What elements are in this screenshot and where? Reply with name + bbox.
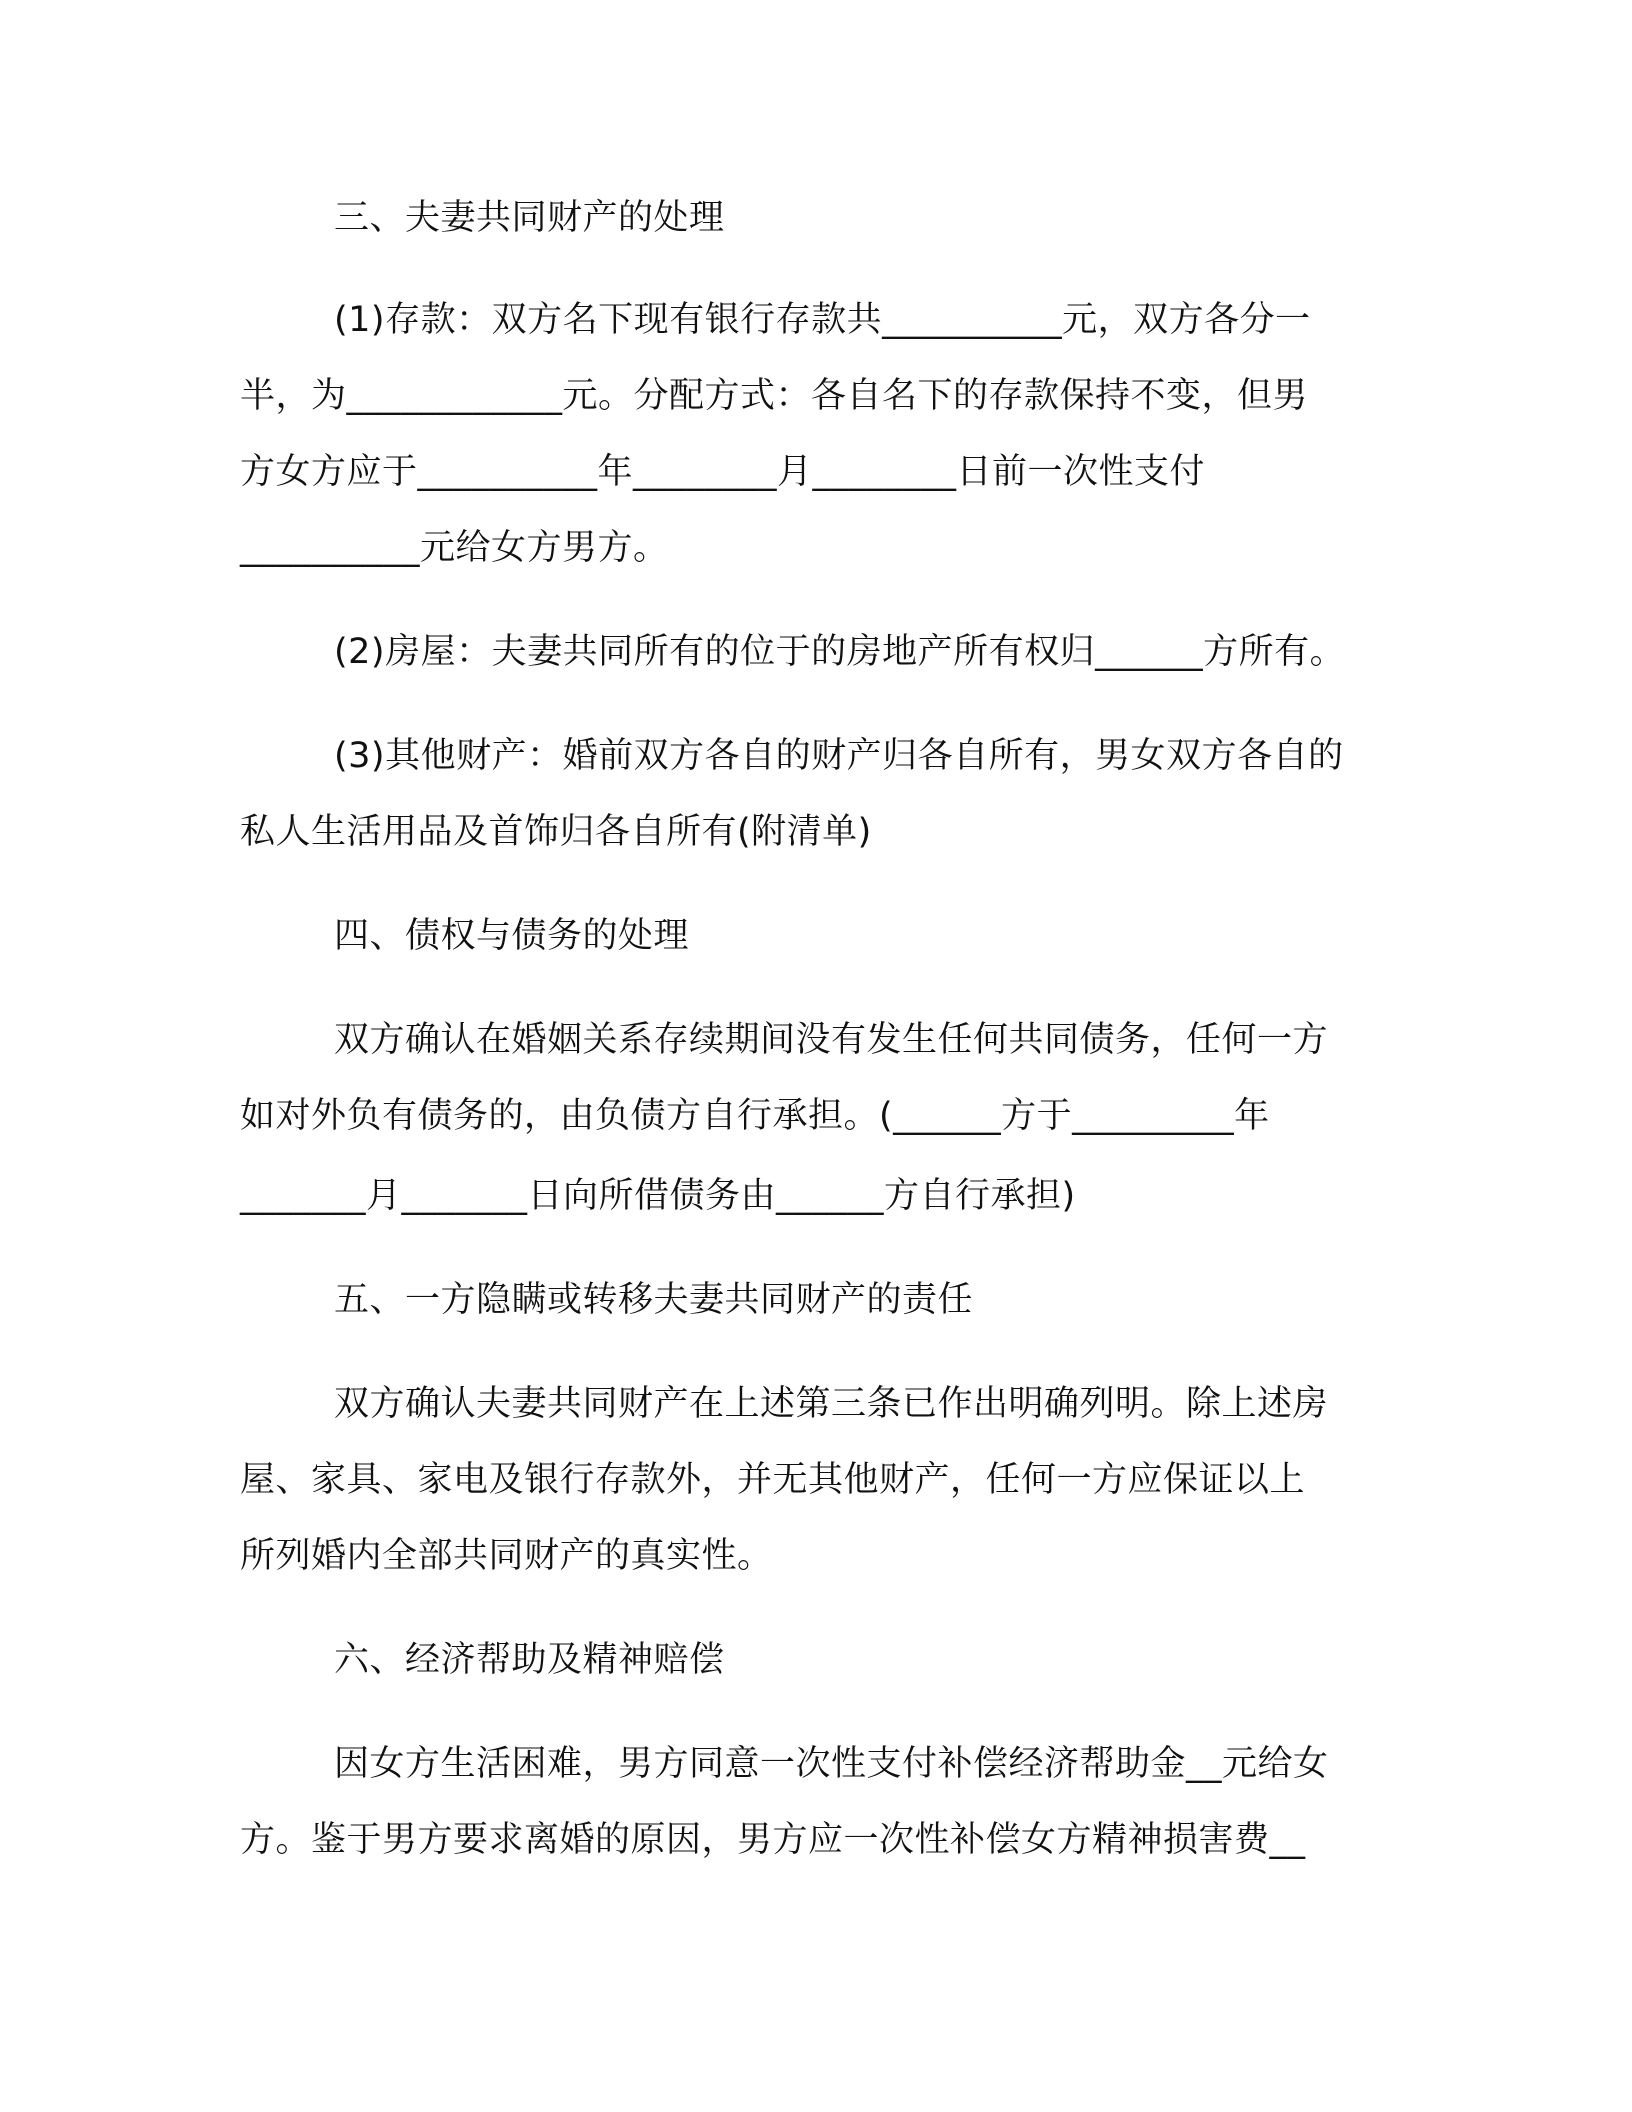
concealment-line-3: 所列婚内全部共同财产的真实性。 xyxy=(240,1536,773,1576)
debt-line-2: 如对外负有债务的，由负债方自行承担。(______方于_________年 xyxy=(240,1096,1270,1136)
house-line-1: (2)房屋：夫妻共同所有的位于的房地产所有权归______方所有。 xyxy=(334,632,1346,672)
compensation-line-1: 因女方生活困难，男方同意一次性支付补偿经济帮助金__元给女 xyxy=(334,1744,1329,1784)
debt-line-1: 双方确认在婚姻关系存续期间没有发生任何共同债务，任何一方 xyxy=(334,1020,1329,1060)
deposit-line-2: 半，为____________元。分配方式：各自名下的存款保持不变，但男 xyxy=(240,376,1309,416)
compensation-line-2: 方。鉴于男方要求离婚的原因，男方应一次性补偿女方精神损害费__ xyxy=(240,1820,1306,1860)
other-property-line-2: 私人生活用品及首饰归各自所有(附清单) xyxy=(240,812,872,852)
section-heading-6: 六、经济帮助及精神赔偿 xyxy=(334,1640,725,1680)
other-property-line-1: (3)其他财产：婚前双方各自的财产归各自所有，男女双方各自的 xyxy=(334,736,1344,776)
section-heading-3: 三、夫妻共同财产的处理 xyxy=(334,198,725,238)
debt-line-3: _______月_______日向所借债务由______方自行承担) xyxy=(240,1176,1076,1216)
concealment-line-2: 屋、家具、家电及银行存款外，并无其他财产，任何一方应保证以上 xyxy=(240,1460,1306,1500)
section-heading-5: 五、一方隐瞒或转移夫妻共同财产的责任 xyxy=(334,1280,974,1320)
deposit-line-4: __________元给女方男方。 xyxy=(240,528,669,568)
concealment-line-1: 双方确认夫妻共同财产在上述第三条已作出明确列明。除上述房 xyxy=(334,1384,1329,1424)
deposit-line-1: (1)存款：双方名下现有银行存款共__________元，双方各分一 xyxy=(334,300,1311,340)
section-heading-4: 四、债权与债务的处理 xyxy=(334,916,690,956)
deposit-line-3: 方女方应于__________年________月________日前一次性支付 xyxy=(240,452,1206,492)
